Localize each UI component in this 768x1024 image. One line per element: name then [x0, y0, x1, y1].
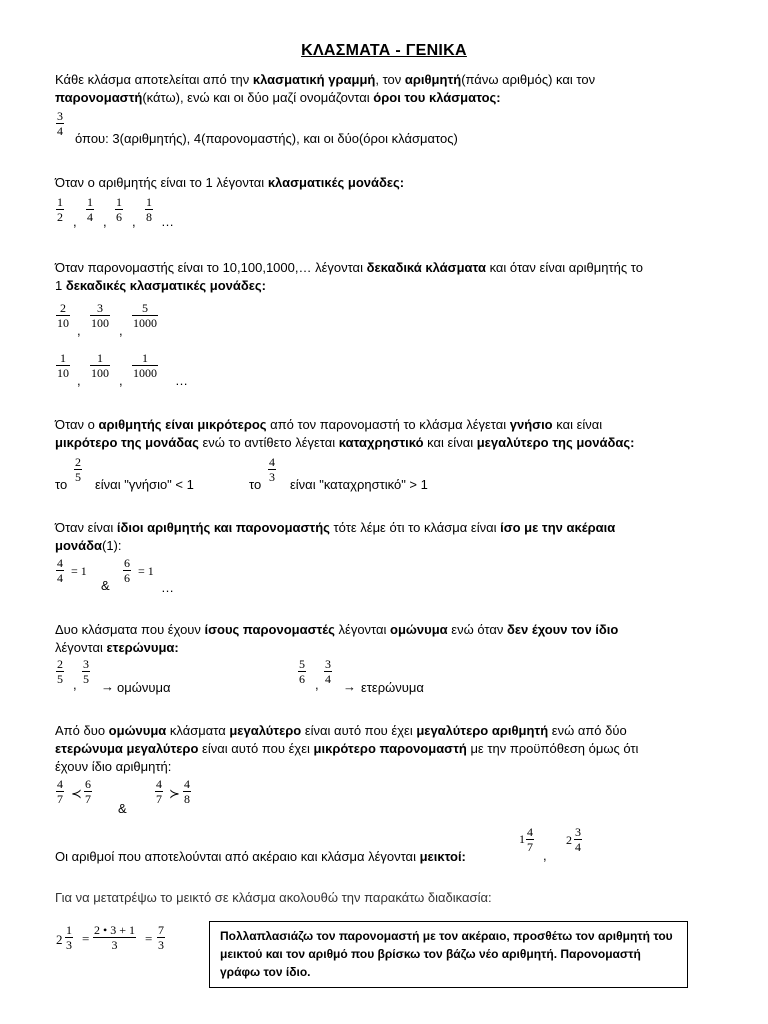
decimal-fraction: [56, 301, 70, 330]
denominator: 7: [57, 792, 63, 806]
numerator: 1: [57, 195, 63, 209]
arrow-icon: →: [101, 679, 114, 694]
page-title: ΚΛΑΣΜΑΤΑ - ΓΕΝΙΚΑ: [301, 42, 467, 59]
equal-bold: ίσο με την ακέραια: [500, 520, 616, 535]
mixed-fraction: [526, 825, 534, 854]
unit-bold: κλασματικές μονάδες:: [267, 175, 405, 190]
compare-text: είναι αυτό που έχει: [198, 741, 314, 756]
decimal-fraction: [132, 301, 158, 330]
comma: ,: [119, 323, 123, 338]
intro-text: (πάνω αριθμός) και τον: [461, 72, 596, 87]
equals-one: = 1: [71, 564, 87, 578]
denominator: 4: [57, 124, 63, 138]
equals-sign: =: [145, 931, 153, 946]
numerator: 1: [87, 195, 93, 209]
equals-one: = 1: [138, 564, 154, 578]
proper-text: ενώ το αντίθετο λέγεται: [198, 435, 339, 450]
comma: ,: [132, 214, 136, 229]
decimal-unit-fraction: [132, 351, 158, 380]
convert-intro: Για να μετατρέψω το μεικτό σε κλάσμα ακολουθώ την παρακάτω διαδικασία:: [55, 890, 492, 905]
like-bold: ομώνυμα: [390, 622, 448, 637]
numerator: 2 • 3 + 1: [94, 923, 135, 937]
ampersand: &: [101, 578, 110, 593]
intro-text: (κάτω), ενώ και οι δύο μαζί ονομάζονται: [142, 90, 374, 105]
intro-bold: όροι του κλάσματος:: [373, 90, 501, 105]
convert-fraction-2: [93, 923, 136, 952]
convert-fraction-3: [157, 923, 165, 952]
numerator: 6: [85, 777, 91, 791]
denominator: 5: [57, 672, 63, 686]
proper-bold: μεγαλύτερο της μονάδας:: [476, 435, 635, 450]
equal-paragraph: [55, 519, 725, 555]
numerator: 1: [60, 351, 66, 365]
proper-text: και είναι: [552, 417, 603, 432]
equal-fraction-2: [123, 556, 131, 585]
unit-fraction-4: [145, 195, 153, 224]
example-fraction: [56, 109, 64, 138]
mixed-whole: 2: [566, 833, 572, 847]
comma: ,: [315, 677, 319, 692]
improper-example-fraction: [268, 455, 276, 484]
mixed-bold: μεικτοί:: [419, 849, 466, 864]
numerator: 3: [57, 109, 63, 123]
denominator: 3: [269, 470, 275, 484]
like-label: ομώνυμα: [117, 680, 171, 695]
compare-bold: μεγαλύτερο: [229, 723, 302, 738]
like-bold: δεν έχουν τον ίδιο: [506, 622, 619, 637]
comma: ,: [77, 323, 81, 338]
numerator: 3: [325, 657, 331, 671]
numerator: 4: [57, 556, 63, 570]
numerator: 1: [97, 351, 103, 365]
denominator: 4: [325, 672, 331, 686]
numerator: 4: [269, 455, 275, 469]
unlike-fraction: [298, 657, 306, 686]
mixed-whole: 1: [519, 832, 525, 846]
denominator: 3: [158, 938, 164, 952]
unlike-fraction: [324, 657, 332, 686]
decimal-unit-fraction: [90, 351, 110, 380]
intro-bold: κλασματική γραμμή: [252, 72, 376, 87]
denominator: 8: [146, 210, 152, 224]
numerator: 4: [57, 777, 63, 791]
denominator: 7: [527, 840, 533, 854]
denominator: 8: [184, 792, 190, 806]
compare-paragraph: [55, 722, 725, 776]
improper-example-text: είναι "καταχρηστικό" > 1: [290, 477, 428, 492]
unit-fraction-2: [86, 195, 94, 224]
equal-text: (1):: [102, 538, 122, 553]
decimal-bold: δεκαδικά κλάσματα: [366, 260, 486, 275]
numerator: 5: [299, 657, 305, 671]
comma: ,: [77, 373, 81, 388]
comma: ,: [119, 373, 123, 388]
compare-fraction: [84, 777, 92, 806]
proper-example-text: είναι "γνήσιο" < 1: [95, 477, 194, 492]
intro-text: , τον: [375, 72, 405, 87]
denominator: 4: [57, 571, 63, 585]
mixed-fraction: [574, 825, 582, 854]
denominator: 7: [85, 792, 91, 806]
denominator: 1000: [133, 316, 157, 330]
less-than-icon: ≺: [71, 786, 82, 801]
equal-bold: μονάδα: [55, 538, 102, 553]
proper-text: και είναι: [423, 435, 477, 450]
denominator: 10: [57, 366, 69, 380]
equal-fraction-1: [56, 556, 64, 585]
numerator: 6: [124, 556, 130, 570]
instruction-text: Πολλαπλασιάζω τον παρονομαστή με τον ακέραιο, προσθέτω τον αριθμητή του μεικτού και τον αριθμό που βρίσκω τον βάζω νέο αριθμητή. Παρονομαστή γράφω τον ίδιο.: [220, 929, 673, 979]
numerator: 4: [156, 777, 162, 791]
ellipsis: …: [175, 373, 188, 388]
decimal-fraction: [90, 301, 110, 330]
denominator: 10: [57, 316, 69, 330]
equals-sign: =: [82, 931, 90, 946]
like-text: λέγονται: [334, 622, 391, 637]
numerator: 1: [66, 923, 72, 937]
mixed-text: Οι αριθμοί που αποτελούνται από ακέραιο και κλάσμα λέγονται: [55, 849, 420, 864]
numerator: 2: [60, 301, 66, 315]
improper-example-to: το: [249, 477, 262, 492]
arrow-icon: →: [343, 679, 356, 694]
example-text: όπου: 3(αριθμητής), 4(παρονομαστής), και οι δύο(όροι κλάσματος): [75, 131, 458, 146]
like-paragraph: [55, 621, 725, 657]
compare-text: ενώ από δύο: [548, 723, 627, 738]
denominator: 7: [156, 792, 162, 806]
like-fraction: [82, 657, 90, 686]
instruction-box: [209, 921, 688, 988]
intro-paragraph: [55, 71, 715, 107]
numerator: 7: [158, 923, 164, 937]
decimal-bold: δεκαδικές κλασματικές μονάδες:: [65, 278, 266, 293]
compare-text: κλάσματα: [166, 723, 230, 738]
mixed-paragraph: [55, 848, 515, 866]
denominator: 5: [75, 470, 81, 484]
proper-paragraph: [55, 416, 725, 452]
intro-bold: αριθμητή: [404, 72, 462, 87]
compare-bold: μεγαλύτερο αριθμητή: [416, 723, 549, 738]
denominator: 100: [91, 316, 109, 330]
equal-bold: ίδιοι αριθμητής και παρονομαστής: [116, 520, 330, 535]
unit-text: Όταν ο αριθμητής είναι το 1 λέγονται: [55, 175, 268, 190]
like-text: Δυο κλάσματα που έχουν: [55, 622, 205, 637]
proper-example-to: το: [55, 477, 68, 492]
denominator: 6: [124, 571, 130, 585]
numerator: 1: [146, 195, 152, 209]
denominator: 6: [299, 672, 305, 686]
numerator: 1: [116, 195, 122, 209]
proper-bold: γνήσιο: [509, 417, 553, 432]
ellipsis: …: [161, 580, 174, 595]
denominator: 3: [66, 938, 72, 952]
denominator: 100: [91, 366, 109, 380]
denominator: 2: [57, 210, 63, 224]
decimal-text: 1: [55, 278, 66, 293]
like-bold: ετερώνυμα:: [106, 640, 179, 655]
unit-fraction-paragraph: [55, 174, 715, 192]
numerator: 3: [83, 657, 89, 671]
like-text: λέγονται: [55, 640, 107, 655]
greater-than-icon: ≻: [169, 786, 180, 801]
compare-fraction: [56, 777, 64, 806]
numerator: 3: [575, 825, 581, 839]
compare-text: έχουν ίδιο αριθμητή:: [55, 759, 172, 774]
comma: ,: [73, 677, 77, 692]
compare-bold: ετερώνυμα μεγαλύτερο: [55, 741, 199, 756]
decimal-text: και όταν είναι αριθμητής το: [485, 260, 643, 275]
comma: ,: [103, 214, 107, 229]
comma: ,: [73, 214, 77, 229]
compare-text: είναι αυτό που έχει: [301, 723, 417, 738]
proper-bold: αριθμητής είναι μικρότερος: [98, 417, 267, 432]
proper-bold: καταχρηστικό: [338, 435, 424, 450]
equal-text: τότε λέμε ότι το κλάσμα είναι: [329, 520, 501, 535]
numerator: 2: [57, 657, 63, 671]
like-fraction: [56, 657, 64, 686]
compare-bold: μικρότερο παρονομαστή: [313, 741, 467, 756]
denominator: 1000: [133, 366, 157, 380]
compare-bold: ομώνυμα: [108, 723, 167, 738]
ampersand: &: [118, 801, 127, 816]
numerator: 2: [75, 455, 81, 469]
compare-fraction: [183, 777, 191, 806]
denominator: 3: [93, 937, 136, 952]
compare-text: με την προϋπόθεση όμως ότι: [466, 741, 639, 756]
unit-fraction-3: [115, 195, 123, 224]
proper-text: Όταν ο: [55, 417, 99, 432]
unit-fraction-1: [56, 195, 64, 224]
compare-text: Από δυο: [55, 723, 109, 738]
numerator: 4: [527, 825, 533, 839]
denominator: 6: [116, 210, 122, 224]
convert-whole: 2: [56, 932, 63, 947]
intro-text: Κάθε κλάσμα αποτελείται από την: [55, 72, 253, 87]
decimal-unit-fraction: [56, 351, 70, 380]
like-text: ενώ όταν: [447, 622, 507, 637]
proper-text: από τον παρονομαστή το κλάσμα λέγεται: [266, 417, 510, 432]
like-bold: ίσους παρονομαστές: [204, 622, 335, 637]
numerator: 5: [142, 301, 148, 315]
decimal-text: Όταν παρονομαστής είναι το 10,100,1000,… λέγονται: [55, 260, 367, 275]
numerator: 3: [97, 301, 103, 315]
decimal-paragraph: [55, 259, 725, 295]
denominator: 4: [575, 840, 581, 854]
comma: ,: [543, 848, 547, 863]
denominator: 5: [83, 672, 89, 686]
denominator: 4: [87, 210, 93, 224]
ellipsis: …: [161, 214, 174, 229]
equal-text: Όταν είναι: [55, 520, 117, 535]
proper-example-fraction: [74, 455, 82, 484]
proper-bold: μικρότερο της μονάδας: [55, 435, 199, 450]
numerator: 4: [184, 777, 190, 791]
convert-fraction-1: [65, 923, 73, 952]
unlike-label: ετερώνυμα: [361, 680, 424, 695]
intro-bold: παρονομαστή: [55, 90, 143, 105]
numerator: 1: [142, 351, 148, 365]
compare-fraction: [155, 777, 163, 806]
